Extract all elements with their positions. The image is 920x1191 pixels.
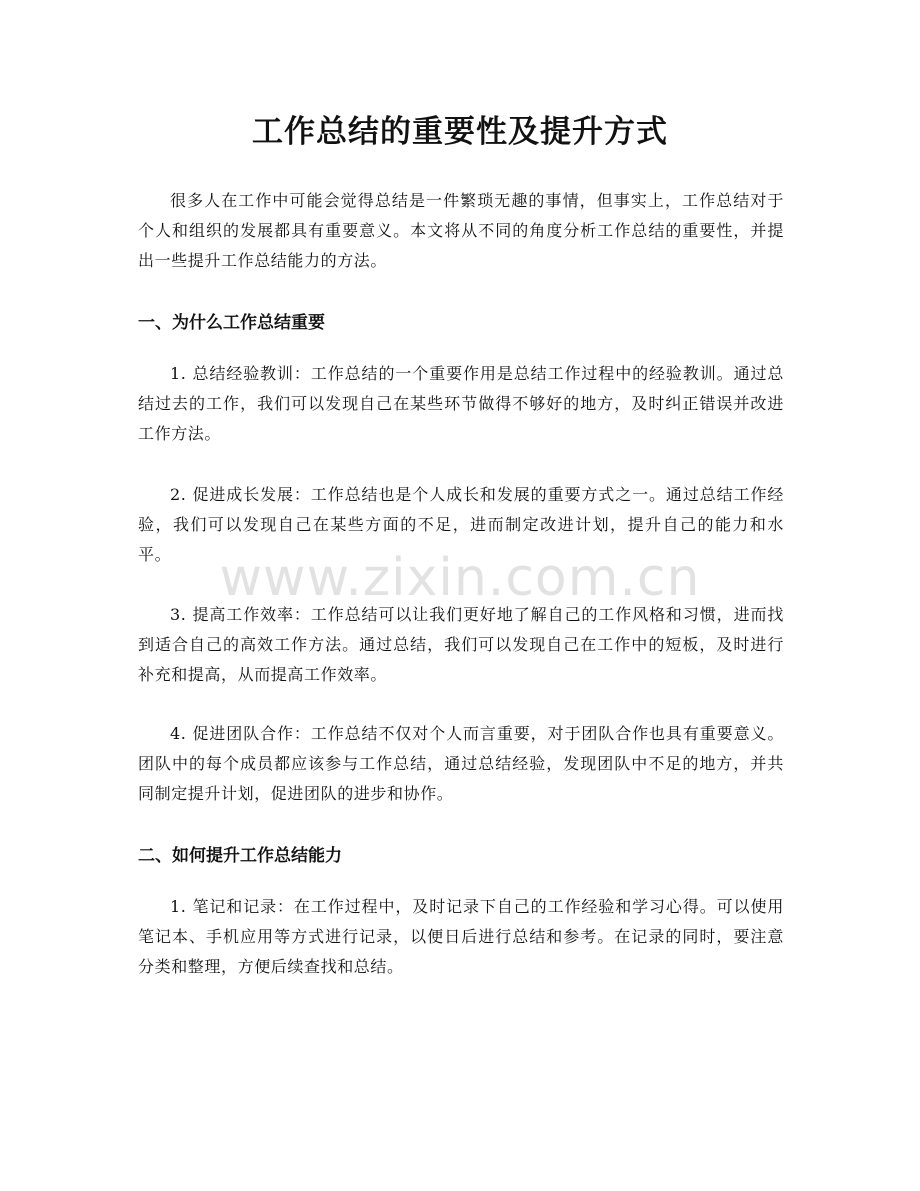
list-item: 1. 总结经验教训：工作总结的一个重要作用是总结工作过程中的经验教训。通过总结过去的工作，我们可以发现自己在某些环节做得不够好的地方，及时纠正错误并改进工作方法。 <box>138 364 784 443</box>
list-item: 4. 促进团队合作：工作总结不仅对个人而言重要，对于团队合作也具有重要意义。团队中的每个成员都应该参与工作总结，通过总结经验，发现团队中不足的地方，并共同制定提升计划，促进团队的进步和协作。 <box>138 724 784 803</box>
watermark: www.zixin.com.cn <box>219 548 701 608</box>
list-item: 2. 促进成长发展：工作总结也是个人成长和发展的重要方式之一。通过总结工作经验，我们可以发现自己在某些方面的不足，进而制定改进计划，提升自己的能力和水平。 <box>138 485 784 564</box>
list-item: 3. 提高工作效率：工作总结可以让我们更好地了解自己的工作风格和习惯，进而找到适合自己的高效工作方法。通过总结，我们可以发现自己在工作中的短板，及时进行补充和提高，从而提高工作效率。 <box>138 605 784 684</box>
document-title: 工作总结的重要性及提升方式 <box>252 114 668 150</box>
list-item: 1. 笔记和记录：在工作过程中，及时记录下自己的工作经验和学习心得。可以使用笔记本、手机应用等方式进行记录，以便日后进行总结和参考。在记录的同时，要注意分类和整理，方便后续查找和总结。 <box>138 897 784 976</box>
section-heading-2: 二、如何提升工作总结能力 <box>138 846 342 866</box>
intro-paragraph: 很多人在工作中可能会觉得总结是一件繁琐无趣的事情，但事实上，工作总结对于个人和组织的发展都具有重要意义。本文将从不同的角度分析工作总结的重要性，并提出一些提升工作总结能力的方法。 <box>138 191 784 270</box>
section-heading-1: 一、为什么工作总结重要 <box>138 313 325 333</box>
